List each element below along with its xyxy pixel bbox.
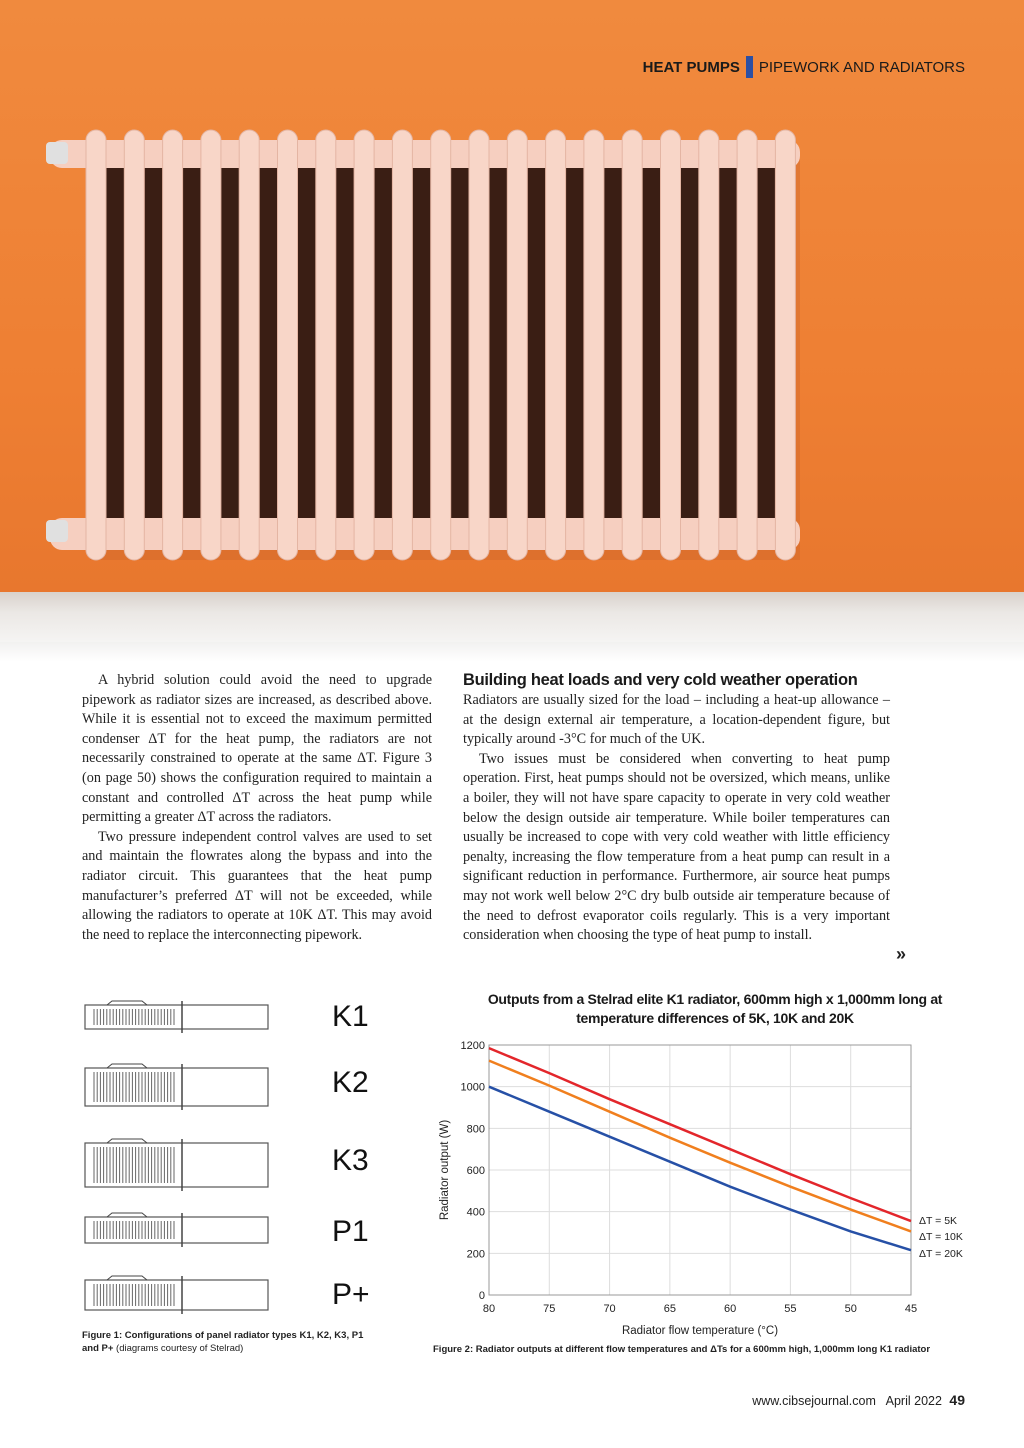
- radiator-column: [392, 130, 412, 560]
- series-line: [489, 1087, 911, 1251]
- x-tick-label: 60: [724, 1303, 737, 1315]
- section-divider: [746, 56, 753, 78]
- x-tick-label: 80: [482, 1303, 496, 1315]
- caption-bold: Figure 1: Configurations of panel radiator types K1, K2, K3, P1 and P+: [82, 1330, 364, 1354]
- valve-icon: [46, 520, 68, 542]
- radiator-column: [86, 130, 106, 560]
- radiator-column: [507, 130, 527, 560]
- panel-outline: [85, 1005, 268, 1029]
- right-column: [463, 671, 890, 946]
- radiator-column: [469, 130, 489, 560]
- valve-icon: [46, 142, 68, 164]
- radiator-column: [124, 130, 144, 560]
- series-label: ΔT = 5K: [919, 1215, 958, 1227]
- x-tick-label: 55: [784, 1303, 797, 1315]
- y-tick-label: 1000: [460, 1081, 485, 1094]
- section-header: [643, 56, 965, 78]
- paragraph: Radiators are usually sized for the load – including a heat-up allowance – at the design external air temperature, a location-dependent figure, but typically around -3°C for much of the UK.: [463, 692, 890, 748]
- figure1-diagrams: [82, 995, 282, 1325]
- paragraph: Two pressure independent control valves are used to set and maintain the flowrates along the bypass and into the radiator circuit. This guarantees that the heat pump manufacturer’s preferred ΔT will not be exceeded, while allowing the radiators to operate at 10K ΔT. This may avoid the need to replace the interconnecting pipework.: [82, 828, 432, 943]
- radiator-column: [201, 130, 221, 560]
- radiator-column: [278, 130, 298, 560]
- radiator-column: [239, 130, 259, 560]
- radiator-column: [622, 130, 642, 560]
- series-label: ΔT = 10K: [919, 1231, 963, 1243]
- y-tick-label: 600: [466, 1165, 485, 1177]
- radiator-column: [431, 130, 451, 560]
- radiator-column: [737, 130, 757, 560]
- figure2-caption: Figure 2: Radiator outputs at different flow temperatures and ΔTs for a 600mm high, 1,000mm long K1 radiator: [433, 1344, 931, 1355]
- continue-arrow-icon: »: [896, 944, 907, 964]
- label-k3: K3: [332, 1144, 369, 1177]
- panel-outline: [85, 1217, 268, 1243]
- website: www.cibsejournal.com: [752, 1394, 876, 1408]
- figure1-caption: [82, 1329, 382, 1355]
- paragraph: Two issues must be considered when converting to heat pump operation. First, heat pumps should not be oversized, which means, unlike a boiler, they will not have spare capacity to operate in very cold weather below the design outside air temperature. While boiler temperatures can usually be increased to cope with very cold weather with little efficiency penalty, increasing the flow temperature from a heat pump can result in a significant reduction in performance. Furthermore, air source heat pumps may not work well below 2°C dry bulb outside air temperature because of the need to defrost evaporator coils regularly. This is a very important consideration when choosing the type of heat pump to install.: [463, 750, 890, 944]
- x-tick-label: 75: [543, 1303, 556, 1315]
- radiator-column: [775, 130, 795, 560]
- caption-credit: (diagrams courtesy of Stelrad): [113, 1343, 244, 1354]
- hero-photo-radiator: [0, 0, 1024, 642]
- section-subcategory: PIPEWORK AND RADIATORS: [758, 58, 965, 76]
- label-k2: K2: [332, 1066, 369, 1099]
- y-tick-label: 0: [478, 1290, 485, 1302]
- floor-band: [0, 592, 1024, 644]
- y-axis-label: Radiator output (W): [439, 1119, 451, 1221]
- radiator-column: [354, 130, 374, 560]
- radiator-column: [163, 130, 183, 560]
- x-axis-label: Radiator flow temperature (°C): [621, 1325, 779, 1337]
- label-k1: K1: [332, 1000, 369, 1033]
- subheading: Building heat loads and very cold weather operation: [463, 671, 858, 689]
- x-tick-label: 50: [844, 1303, 857, 1315]
- x-tick-label: 70: [603, 1303, 616, 1315]
- panel-outline: [85, 1068, 268, 1106]
- radiator-column: [661, 130, 681, 560]
- y-tick-label: 1200: [460, 1040, 485, 1052]
- radiator-illustration: [0, 0, 1024, 600]
- section-category: HEAT PUMPS: [642, 58, 740, 76]
- radiator-column: [699, 130, 719, 560]
- panel-outline: [85, 1143, 268, 1187]
- y-tick-label: 800: [466, 1123, 485, 1136]
- radiator-column: [546, 130, 566, 560]
- left-column: [82, 671, 432, 945]
- chart-title: Outputs from a Stelrad elite K1 radiator, 600mm high x 1,000mm long at temperature differences of 5K, 10K and 20K: [487, 991, 943, 1026]
- paragraph: A hybrid solution could avoid the need to upgrade pipework as radiator sizes are increased, as described above. While it is essential not to exceed the maximum permitted condenser ΔT for the heat pump, the radiators are not necessarily constrained to operate at the same ΔT. Figure 3 (on page 50) shows the configuration required to maintain a constant and controlled ΔT across the heat pump while permitting a greater ΔT across the radiators.: [82, 672, 432, 826]
- issue-date: April 2022: [885, 1394, 942, 1408]
- y-tick-label: 200: [466, 1248, 485, 1261]
- label-p1: P1: [332, 1215, 369, 1248]
- x-tick-label: 45: [904, 1303, 918, 1315]
- page-footer: [752, 1392, 965, 1408]
- x-tick-label: 65: [663, 1303, 676, 1315]
- photo-fade: [0, 642, 1024, 662]
- series-line: [489, 1048, 911, 1221]
- panel-outline: [85, 1280, 268, 1310]
- radiator-column: [316, 130, 336, 560]
- label-pplus: P+: [332, 1278, 370, 1311]
- y-tick-label: 400: [466, 1206, 485, 1219]
- page-number: 49: [949, 1392, 965, 1408]
- radiator-column: [584, 130, 604, 560]
- line-chart: [430, 1030, 980, 1340]
- series-label: ΔT = 20K: [919, 1248, 963, 1260]
